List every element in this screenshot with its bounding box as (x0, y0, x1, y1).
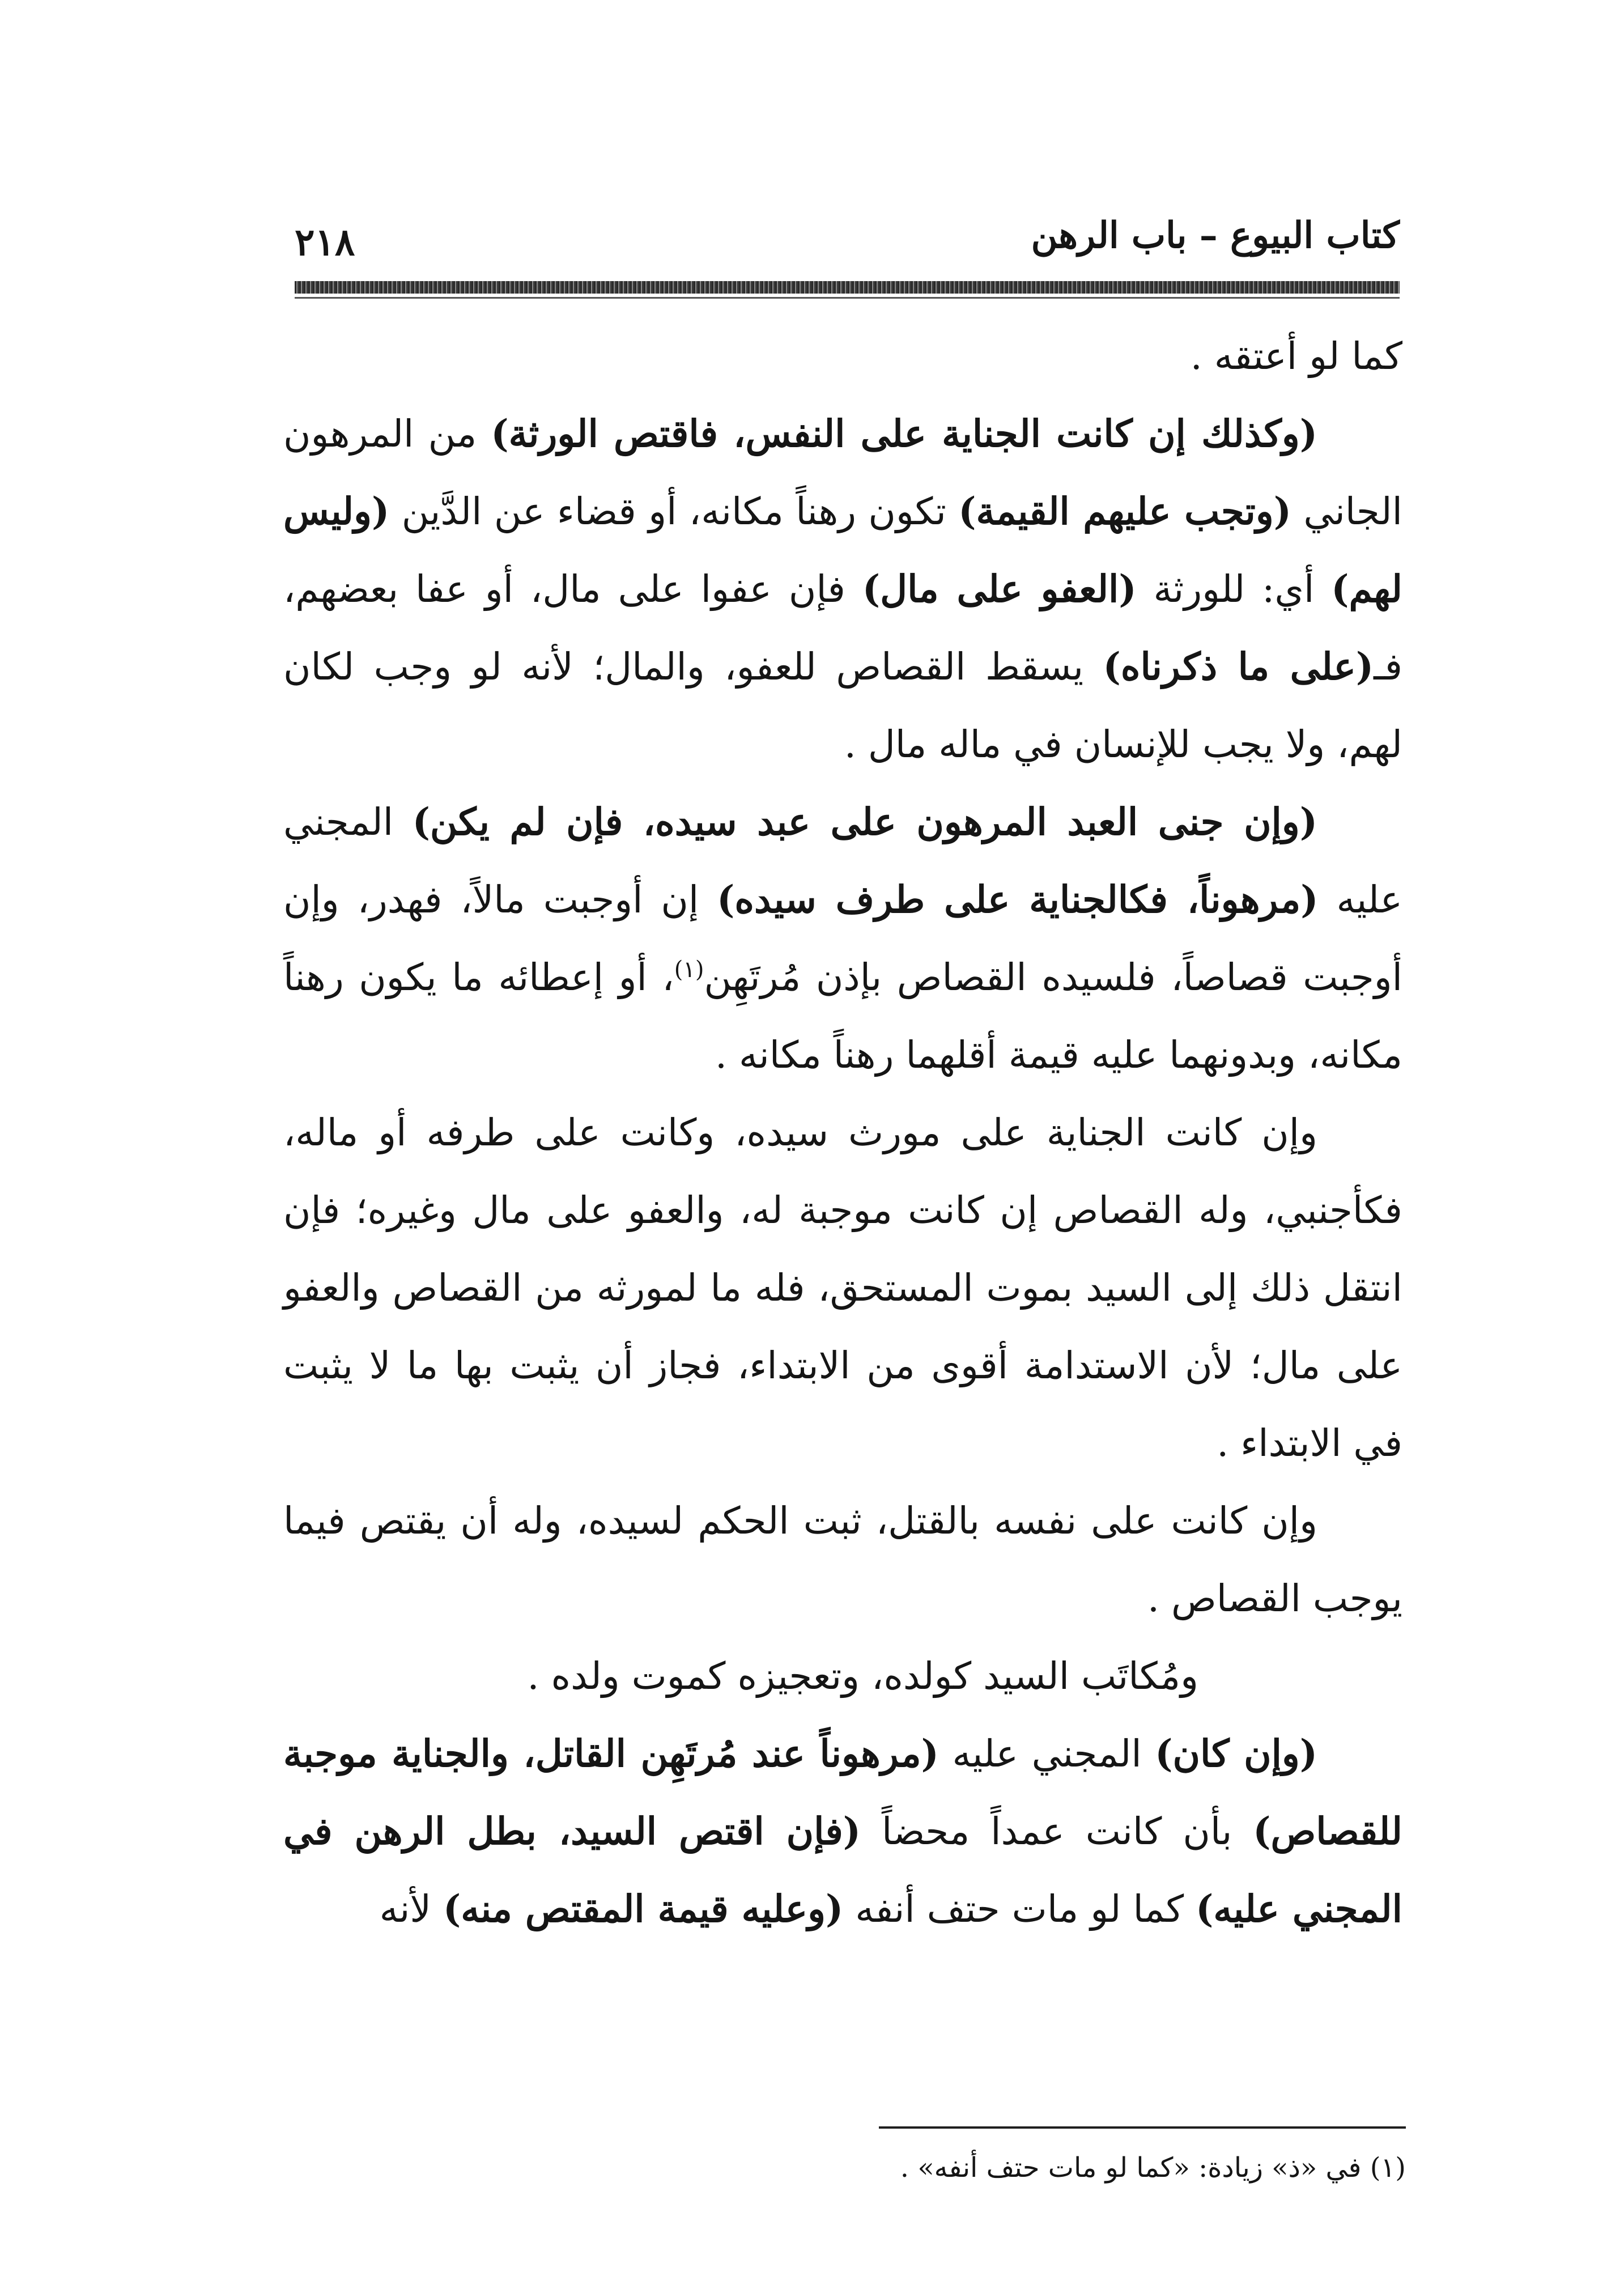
matn-text: (وليس لهم) (283, 489, 1402, 611)
matn-text: (على ما ذكرناه) (1103, 644, 1374, 689)
commentary-text: تكون رهناً مكانه، أو قضاء عن الدَّين (389, 490, 959, 533)
header-rule-thin (295, 297, 1400, 299)
commentary-text: لأنه (379, 1887, 444, 1931)
matn-text: (وتجب عليهم القيمة) (958, 489, 1291, 533)
matn-text: (مرهوناً، فكالجناية على طرف سيده) (717, 877, 1319, 922)
commentary-text: كما لو مات حتف أنفه (843, 1887, 1196, 1931)
footnote: (١) في «ذ» زيادة: «كما لو مات حتف أنفه» . (900, 2152, 1406, 2184)
commentary-text: أي: للورثة (1136, 567, 1332, 611)
paragraph-6: ومُكاتَب السيد كولده، وتعجيزه كموت ولده . (527, 1654, 1198, 1698)
matn-text: (وإن جنى العبد المرهون على عبد سيده، فإن لم يكن) (412, 800, 1317, 844)
commentary-text: ، أو إعطائه ما يكون رهناً مكانه، وبدونهما عليه قيمة أقلهما رهناً مكانه . (283, 956, 1402, 1077)
commentary-text: من المرهون الجاني (283, 412, 1402, 533)
paragraph-4: وإن كانت الجناية على مورث سيده، وكانت على طرفه أو ماله، فكأجنبي، وله القصاص إن كانت موجبة له، والعفو على مال وغيره؛ فإن انتقل ذلك إلى السيد بموت المستحق، فله ما لمورثه من القصاص والعفو على مال؛ لأن الاستدامة أقوى من الابتداء، فجاز أن يثبت بها ما لا يثبت في الابتداء . (283, 1111, 1402, 1465)
matn-text: (العفو على مال) (862, 567, 1137, 611)
paragraph-1: كما لو أعتقه . (1190, 334, 1402, 378)
footnote-rule (879, 2126, 1406, 2129)
commentary-text: إن أوجبت مالاً، فهدر، وإن أوجبت قصاصاً، فلسيده القصاص بإذن مُرتَهِن (283, 878, 1402, 999)
paragraph-7 (283, 1715, 1402, 1948)
matn-text: (وعليه قيمة المقتص منه) (443, 1887, 844, 1931)
paragraph-2 (283, 395, 1402, 783)
commentary-text: المجني عليه (938, 1732, 1155, 1776)
commentary-text: يسقط القصاص للعفو، والمال؛ لأنه لو وجب لكان لهم، ولا يجب للإنسان في ماله مال . (283, 645, 1402, 766)
page-number: ٢١٨ (295, 220, 355, 264)
header-rule (295, 281, 1400, 294)
commentary-text: بأن كانت عمداً محضاً (860, 1810, 1253, 1853)
paragraph-3 (283, 783, 1402, 1094)
commentary-text: فإن عفوا على مال، أو عفا بعضهم، فـ (283, 567, 1402, 689)
matn-text: (وكذلك إن كانت الجناية على النفس، فاقتص الورثة) (491, 411, 1317, 456)
matn-text: (وإن كان) (1155, 1731, 1318, 1776)
main-text (283, 317, 1402, 1948)
footnote-reference[interactable]: (١) (674, 957, 704, 983)
matn-text: (فإن اقتص السيد، بطل الرهن في المجني عليه) (283, 1809, 1402, 1931)
commentary-text: المجني عليه (283, 800, 1402, 922)
matn-text: (مرهوناً عند مُرتَهِن القاتل، والجناية موجبة للقصاص) (283, 1731, 1402, 1853)
running-title: كتاب البيوع – باب الرهن (1031, 214, 1400, 257)
paragraph-5: وإن كانت على نفسه بالقتل، ثبت الحكم لسيده، وله أن يقتص فيما يوجب القصاص . (283, 1499, 1402, 1620)
page-header (295, 204, 1400, 278)
